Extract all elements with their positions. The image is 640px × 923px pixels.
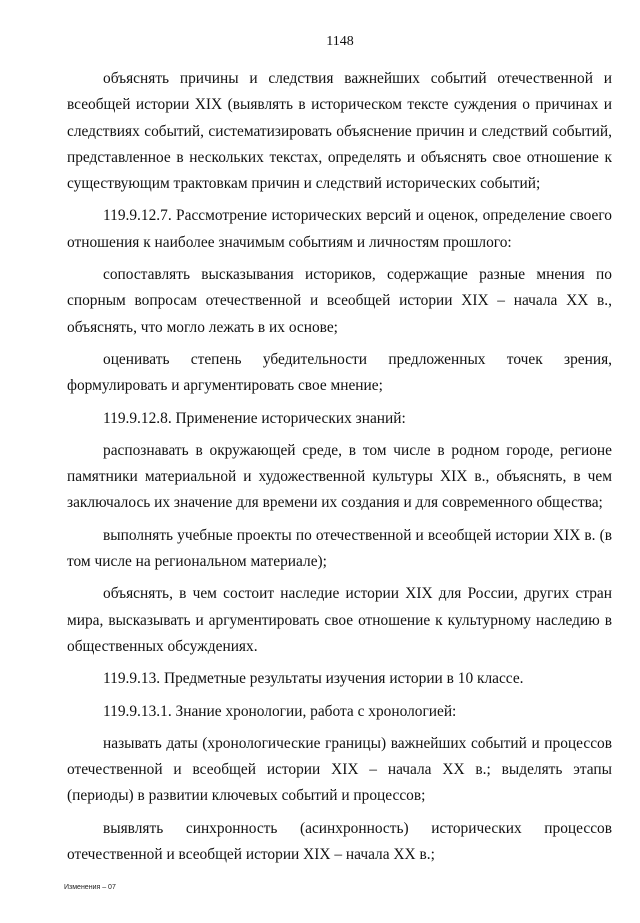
footer-revision-note: Изменения – 07: [64, 884, 116, 891]
paragraph-2: 119.9.12.7. Рассмотрение исторических версий и оценок, определение своего отношения к наиболее значимым событиям и личностям прошлого:: [67, 207, 612, 251]
paragraph-1: объяснять причины и следствия важнейших событий отечественной и всеобщей истории XIX (выявлять в историческом тексте суждения о причинах и следствиях событий, систематизировать объяснение причин и следствий событий, представленное в нескольких текстах, определять и объяснять свое отношение к существующим трактовкам причин и следствий исторических событий;: [67, 70, 612, 193]
paragraph-8: объяснять, в чем состоит наследие истории XIX для России, других стран мира, высказывать и аргументировать свое отношение к культурному наследию в общественных обсуждениях.: [67, 585, 612, 655]
paragraph-9: 119.9.13. Предметные результаты изучения истории в 10 классе.: [103, 670, 524, 688]
paragraph-6: распознавать в окружающей среде, в том числе в родном городе, регионе памятники материальной и художественной культуры XIX в., объяснять, в чем заключалось их значение для времени их создания и для современного общества;: [67, 441, 612, 512]
paragraph-10: 119.9.13.1. Знание хронологии, работа с хронологией:: [103, 702, 457, 720]
document-body: [67, 66, 612, 874]
paragraph-5: 119.9.12.8. Применение исторических знаний:: [103, 409, 406, 427]
paragraph-11: называть даты (хронологические границы) важнейших событий и процессов отечественной и всеобщей истории XIX – начала XX в.; выделять этапы (периоды) в развитии ключевых событий и процессов;: [67, 734, 612, 805]
page-number: 1148: [326, 34, 354, 49]
paragraph-3: сопоставлять высказывания историков, содержащие разные мнения по спорным вопросам отечественной и всеобщей истории XIX – начала XX в., объяснять, что могло лежать в их основе;: [67, 266, 612, 336]
paragraph-12: выявлять синхронность (асинхронность) исторических процессов отечественной и всеобщей истории XIX – начала XX в.;: [67, 819, 612, 864]
paragraph-7: выполнять учебные проекты по отечественной и всеобщей истории XIX в. (в том числе на региональном материале);: [67, 526, 612, 571]
paragraph-4: оценивать степень убедительности предложенных точек зрения, формулировать и аргументировать свое мнение;: [67, 350, 612, 395]
